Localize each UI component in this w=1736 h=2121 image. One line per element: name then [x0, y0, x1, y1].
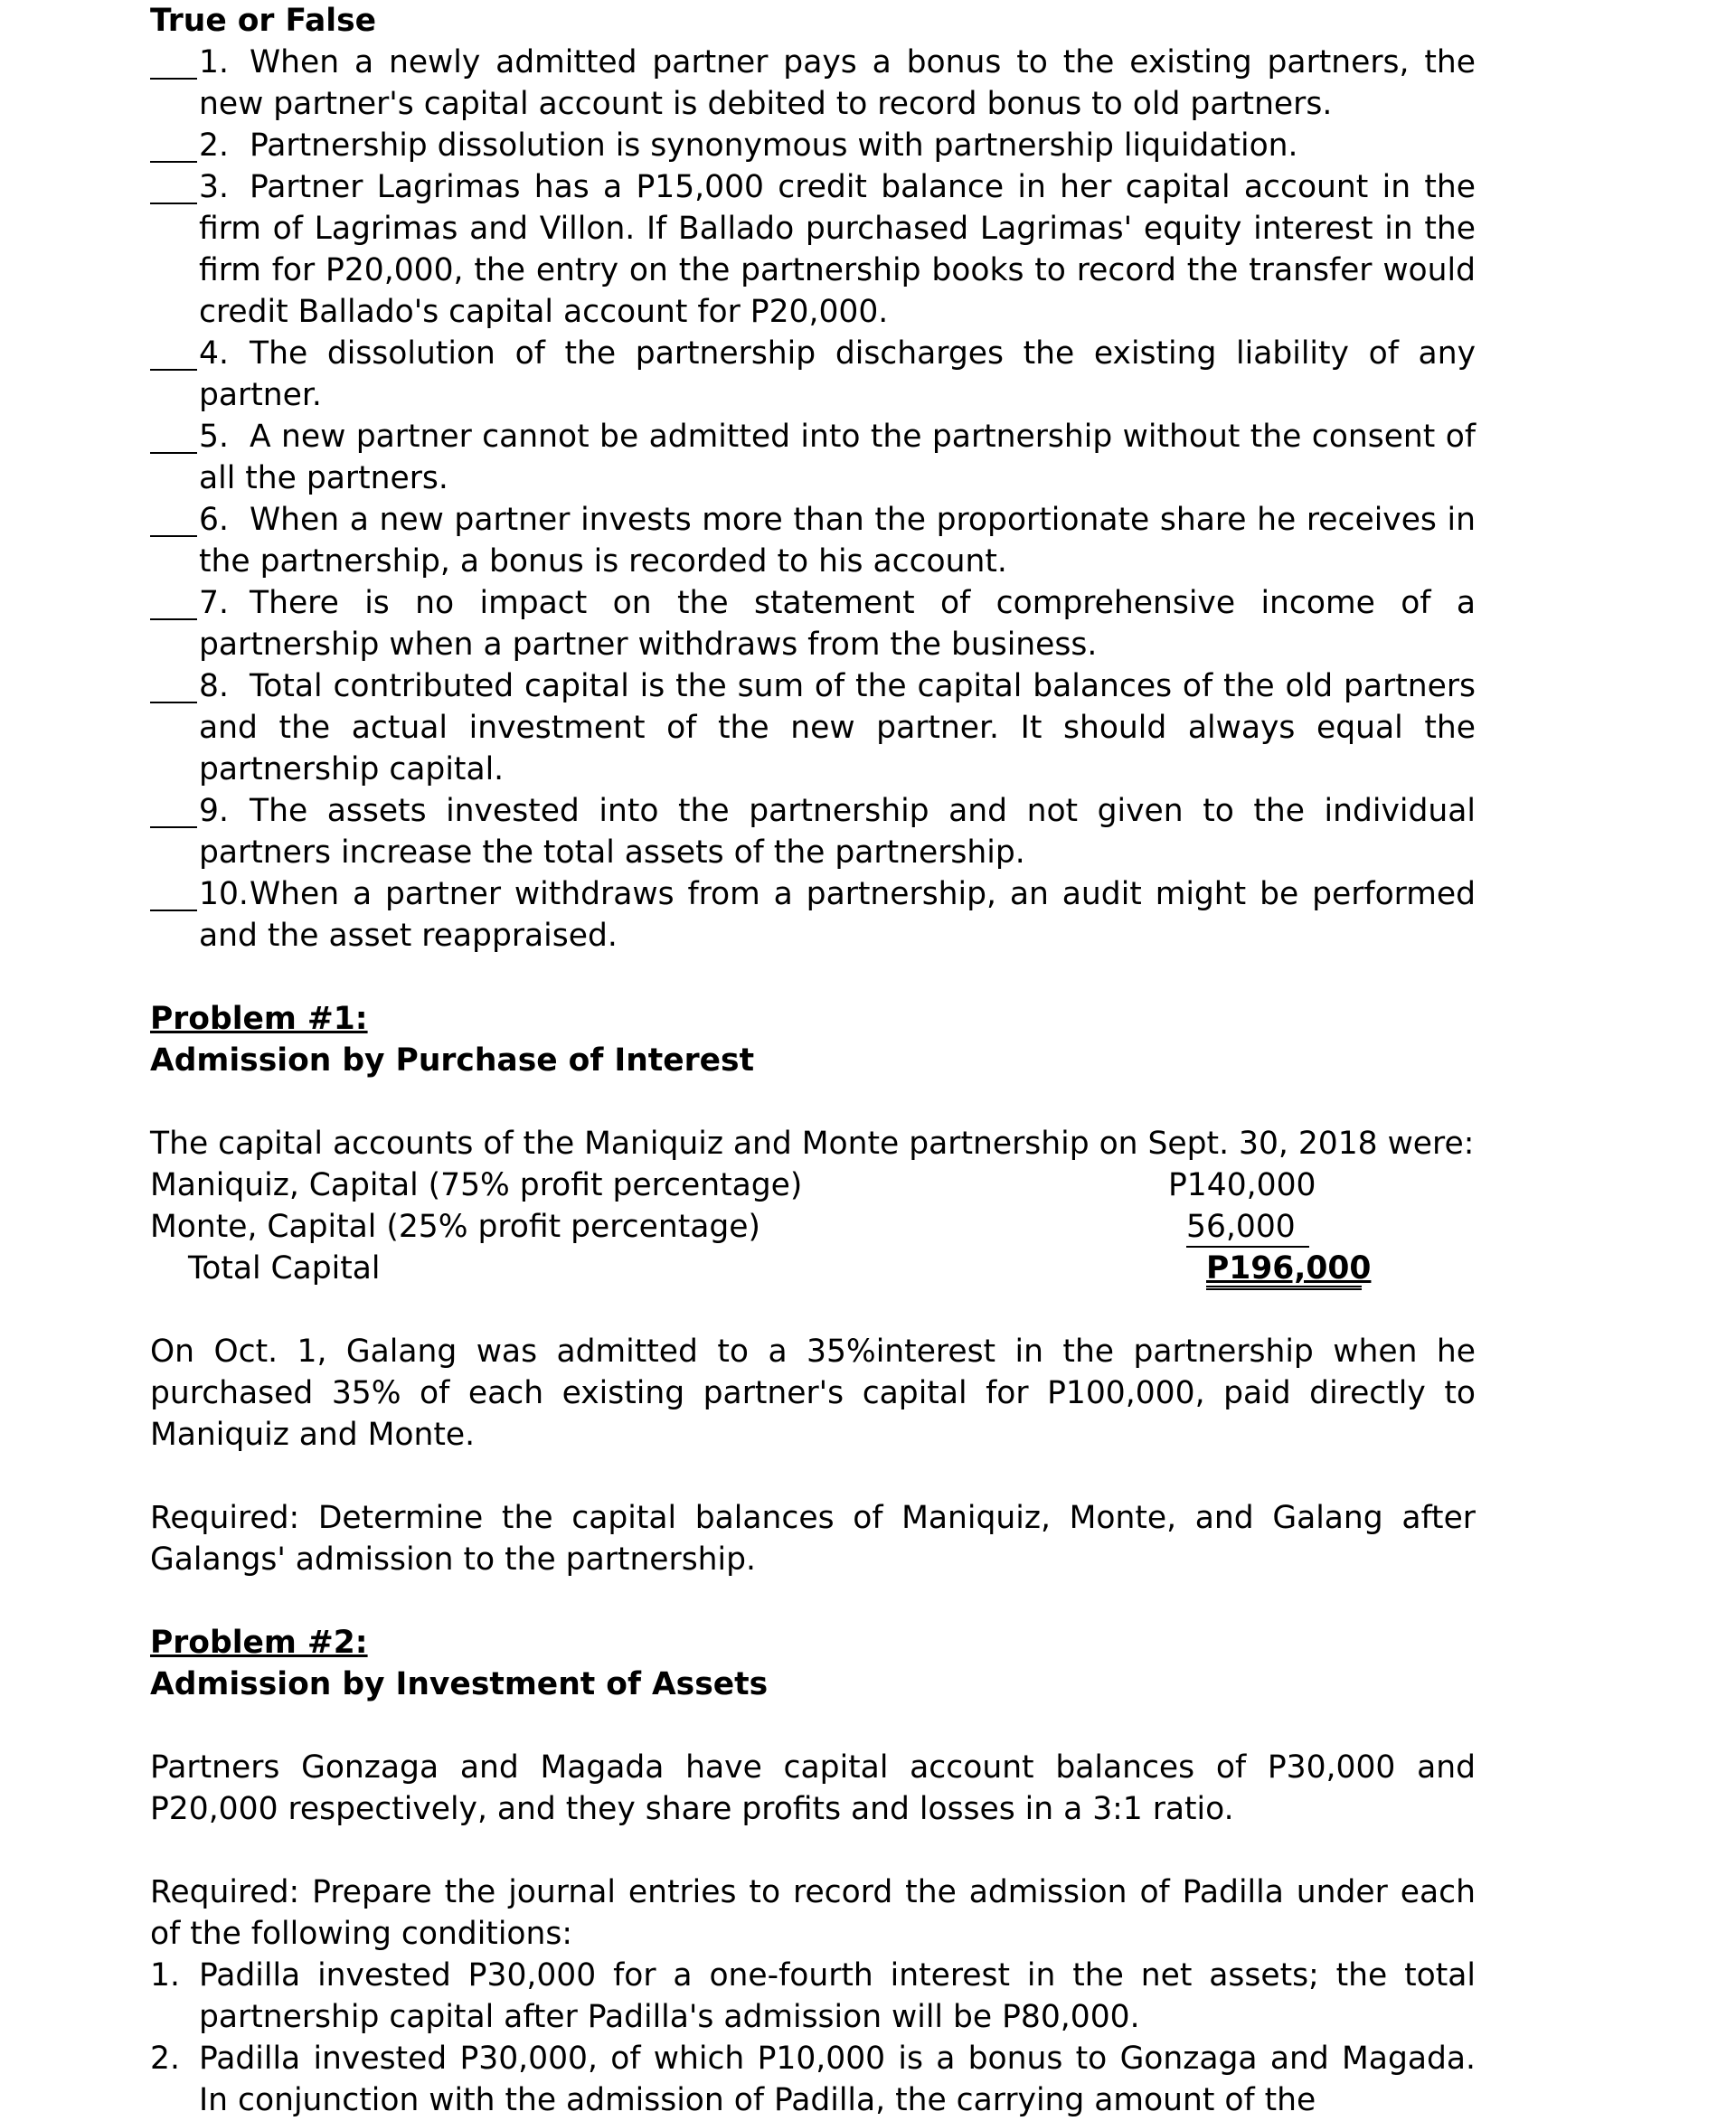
capital-accounts-table — [150, 1164, 1476, 1289]
problem-2-paragraph: Partners Gonzaga and Magada have capital account balances of P30,000 and P20,000 respectively, and they share profits and losses in a 3:1 ratio. — [150, 1749, 1476, 1827]
answer-blank[interactable] — [150, 582, 197, 620]
tf-item-1: 1. When a newly admitted partner pays a bonus to the existing partners, the new partner's capital account is debited to record bonus to old partners. — [150, 42, 1476, 125]
capital-total-label: Total Capital — [188, 1250, 381, 1287]
tf-item-text: The assets invested into the partnership and not given to the individual partners increase the total assets of the partnership. — [199, 793, 1476, 871]
tf-item-9: 9. The assets invested into the partnership and not given to the individual partners increase the total assets of the partnership. — [150, 790, 1476, 873]
tf-item-text: Total contributed capital is the sum of the capital balances of the old partners and the actual investment of the new partner. It should always equal the partnership capital. — [199, 668, 1476, 787]
answer-blank[interactable] — [150, 665, 197, 703]
problem-2-required: Required: Prepare the journal entries to record the admission of Padilla under each of the following conditions: — [150, 1874, 1476, 1952]
spacer — [150, 1705, 1476, 1747]
tf-item-6: 6. When a new partner invests more than the proportionate share he receives in the partnership, a bonus is recorded to his account. — [150, 499, 1476, 582]
answer-blank[interactable] — [150, 790, 197, 828]
capital-value: 56,000 — [1186, 1206, 1309, 1248]
spacer — [150, 1456, 1476, 1497]
answer-blank[interactable] — [150, 166, 197, 204]
condition-text: Padilla invested P30,000, of which P10,000 is a bonus to Gonzaga and Magada. In conjunction with the admission of Padilla, the carrying amount of the — [199, 2041, 1476, 2118]
capital-total-value: P196,000 — [1206, 1248, 1362, 1290]
true-false-heading: True or False — [150, 3, 377, 39]
capital-label: Monte, Capital (25% profit percentage) — [150, 1209, 760, 1245]
answer-blank[interactable] — [150, 416, 197, 454]
capital-row-monte — [150, 1206, 1476, 1248]
tf-item-text: There is no impact on the statement of comprehensive income of a partnership when a partner withdraws from the business. — [199, 585, 1476, 663]
answer-blank[interactable] — [150, 333, 197, 371]
problem-2-conditions — [150, 1955, 1476, 2121]
problem-1-paragraph: On Oct. 1, Galang was admitted to a 35%interest in the partnership when he purchased 35% of each existing partner's capital for P100,000, paid directly to Maniquiz and Monte. — [150, 1334, 1476, 1453]
tf-item-text: Partner Lagrimas has a P15,000 credit balance in her capital account in the firm of Lagrimas and Villon. If Ballado purchased Lagrimas' equity interest in the firm for P20,000, the entry on the partnership books to record the transfer would credit Ballado's capital account for P20,000. — [199, 169, 1476, 330]
capital-value: P140,000 — [1168, 1167, 1316, 1203]
tf-item-text: When a partner withdraws from a partnership, an audit might be performed and the asset reappraised. — [199, 876, 1476, 954]
tf-item-text: A new partner cannot be admitted into the partnership without the consent of all the partners. — [199, 419, 1476, 496]
problem-2-title: Problem #2: — [150, 1625, 368, 1661]
answer-blank[interactable] — [150, 125, 197, 163]
spacer — [150, 957, 1476, 998]
tf-item-8: 8. Total contributed capital is the sum of the capital balances of the old partners and the actual investment of the new partner. It should always equal the partnership capital. — [150, 665, 1476, 790]
tf-item-text: The dissolution of the partnership discharges the existing liability of any partner. — [199, 335, 1476, 413]
tf-item-text: Partnership dissolution is synonymous with partnership liquidation. — [250, 127, 1298, 164]
problem-1-required: Required: Determine the capital balances of Maniquiz, Monte, and Galang after Galangs' admission to the partnership. — [150, 1500, 1476, 1578]
answer-blank[interactable] — [150, 42, 197, 80]
condition-item-1: 1. Padilla invested P30,000 for a one-fourth interest in the net assets; the total partnership capital after Padilla's admission will be P80,000. — [150, 1957, 1476, 2035]
problem-1-intro: The capital accounts of the Maniquiz and Monte partnership on Sept. 30, 2018 were: — [150, 1126, 1475, 1162]
capital-label: Maniquiz, Capital (75% profit percentage) — [150, 1167, 803, 1203]
tf-item-3: 3. Partner Lagrimas has a P15,000 credit balance in her capital account in the firm of Lagrimas and Villon. If Ballado purchased Lagrimas' equity interest in the firm for P20,000, the entry on the partnership books to record the transfer would credit Ballado's capital account for P20,000. — [150, 166, 1476, 333]
answer-blank[interactable] — [150, 873, 197, 911]
tf-item-text: When a new partner invests more than the proportionate share he receives in the partnership, a bonus is recorded to his account. — [199, 502, 1476, 580]
tf-item-4: 4. The dissolution of the partnership discharges the existing liability of any partner. — [150, 333, 1476, 416]
tf-item-10: 10.When a partner withdraws from a partnership, an audit might be performed and the asset reappraised. — [150, 873, 1476, 957]
capital-row-maniquiz — [150, 1164, 1476, 1206]
document-page — [150, 0, 1476, 2121]
answer-blank[interactable] — [150, 499, 197, 537]
condition-item-2: 2. Padilla invested P30,000, of which P10,000 is a bonus to Gonzaga and Magada. In conjunction with the admission of Padilla, the carrying amount of the — [150, 2041, 1476, 2118]
tf-item-text: When a newly admitted partner pays a bonus to the existing partners, the new partner's capital account is debited to record bonus to old partners. — [199, 44, 1476, 122]
problem-1-title: Problem #1: — [150, 1001, 368, 1037]
condition-text: Padilla invested P30,000 for a one-fourth interest in the net assets; the total partnership capital after Padilla's admission will be P80,000. — [199, 1957, 1476, 2035]
spacer — [150, 1580, 1476, 1622]
problem-1-subtitle: Admission by Purchase of Interest — [150, 1042, 755, 1079]
true-false-list — [150, 42, 1476, 957]
tf-item-7: 7. There is no impact on the statement of comprehensive income of a partnership when a partner withdraws from the business. — [150, 582, 1476, 665]
problem-2-subtitle: Admission by Investment of Assets — [150, 1666, 769, 1702]
spacer — [150, 1830, 1476, 1871]
tf-item-2: 2. Partnership dissolution is synonymous with partnership liquidation. — [150, 125, 1476, 166]
capital-row-total — [150, 1248, 1476, 1289]
spacer — [150, 1081, 1476, 1123]
spacer — [150, 1289, 1476, 1331]
tf-item-5: 5. A new partner cannot be admitted into the partnership without the consent of all the partners. — [150, 416, 1476, 499]
